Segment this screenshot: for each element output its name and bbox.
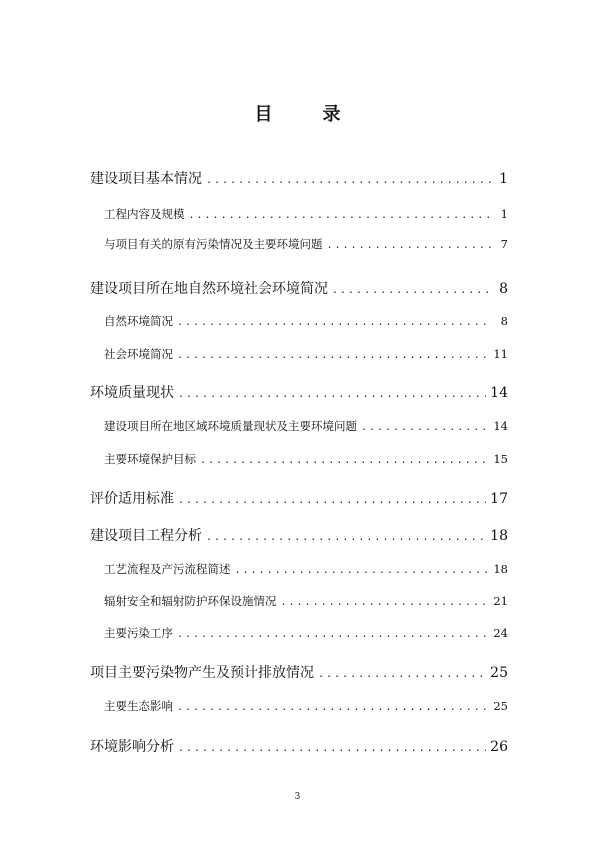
toc-entry-section[interactable] — [90, 346, 508, 362]
toc-dot-leader — [281, 597, 490, 608]
toc-entry-section[interactable] — [90, 561, 508, 577]
toc-entry-label: 建设项目所在地区域环境质量现状及主要环境问题 — [104, 419, 357, 433]
toc-entry-section[interactable] — [90, 593, 508, 609]
toc-title — [0, 100, 595, 126]
toc-entry-label: 与项目有关的原有污染情况及主要环境问题 — [104, 237, 323, 251]
toc-title-char-2: 录 — [322, 104, 341, 125]
toc-entry-page-number: 15 — [493, 452, 508, 466]
toc-entry-section[interactable] — [90, 418, 508, 434]
toc-entry-chapter[interactable] — [90, 525, 508, 545]
toc-entry-section[interactable] — [90, 451, 508, 467]
toc-dot-leader — [177, 629, 489, 640]
toc-entry-section[interactable] — [90, 625, 508, 641]
toc-entry-label: 项目主要污染物产生及预计排放情况 — [90, 665, 314, 681]
toc-dot-leader — [200, 455, 489, 466]
toc-title-char-1: 目 — [254, 104, 273, 125]
toc-entry-label: 主要生态影响 — [104, 699, 173, 713]
toc-entry-page-number: 17 — [490, 491, 508, 507]
toc-entry-chapter[interactable] — [90, 662, 508, 682]
toc-entry-page-number: 25 — [493, 699, 508, 713]
toc-entry-section[interactable] — [90, 698, 508, 714]
page-number: 3 — [294, 792, 301, 802]
toc-entry-label: 社会环境简况 — [104, 347, 173, 361]
toc-dot-leader — [206, 175, 492, 186]
toc-entry-label: 建设项目基本情况 — [90, 171, 202, 187]
toc-entry-label: 建设项目所在地自然环境社会环境简况 — [90, 281, 328, 297]
toc-entry-label: 环境质量现状 — [90, 385, 174, 401]
toc-entry-page-number: 1 — [500, 207, 508, 221]
toc-dot-leader — [178, 743, 486, 754]
toc-dot-leader — [189, 210, 493, 221]
toc-entry-section[interactable] — [90, 313, 508, 329]
toc-entry-page-number: 11 — [493, 347, 508, 361]
toc-dot-leader — [178, 389, 486, 400]
toc-dot-leader — [361, 422, 489, 433]
toc-entry-label: 建设项目工程分析 — [90, 528, 202, 544]
toc-entry-label: 工程内容及规模 — [104, 207, 185, 221]
toc-entry-label: 主要污染工序 — [104, 626, 173, 640]
toc-entry-section[interactable] — [90, 206, 508, 222]
toc-entry-label: 工艺流程及产污流程简述 — [104, 562, 231, 576]
toc-entry-label: 自然环境简况 — [104, 314, 173, 328]
toc-dot-leader — [318, 669, 486, 680]
toc-entry-page-number: 7 — [500, 237, 508, 251]
toc-entry-label: 主要环境保护目标 — [104, 452, 196, 466]
toc-entry-chapter[interactable] — [90, 168, 508, 188]
toc-entry-page-number: 25 — [490, 665, 508, 681]
toc-dot-leader — [235, 565, 490, 576]
toc-dot-leader — [177, 317, 492, 328]
toc-entry-label: 环境影响分析 — [90, 739, 174, 755]
toc-dot-leader — [327, 240, 493, 251]
toc-dot-leader — [332, 285, 492, 296]
toc-dot-leader — [177, 702, 489, 713]
toc-entry-page-number: 21 — [493, 594, 508, 608]
toc-entry-chapter[interactable] — [90, 736, 508, 756]
toc-dot-leader — [206, 532, 486, 543]
toc-entry-section[interactable] — [90, 236, 508, 252]
toc-entry-label: 评价适用标准 — [90, 491, 174, 507]
toc-entry-chapter[interactable] — [90, 278, 508, 298]
toc-entry-page-number: 26 — [490, 739, 508, 755]
toc-entry-page-number: 8 — [500, 314, 508, 328]
toc-entry-page-number: 18 — [490, 528, 508, 544]
toc-entry-chapter[interactable] — [90, 488, 508, 508]
toc-entry-chapter[interactable] — [90, 382, 508, 402]
toc-entry-page-number: 18 — [493, 562, 508, 576]
toc-entry-page-number: 14 — [493, 419, 508, 433]
toc-entry-label: 辐射安全和辐射防护环保设施情况 — [104, 594, 277, 608]
toc-entry-page-number: 14 — [490, 385, 508, 401]
toc-entry-page-number: 8 — [499, 281, 508, 297]
toc-entry-page-number: 1 — [499, 171, 508, 187]
toc-dot-leader — [177, 350, 489, 361]
toc-dot-leader — [178, 495, 486, 506]
toc-entry-page-number: 24 — [493, 626, 508, 640]
